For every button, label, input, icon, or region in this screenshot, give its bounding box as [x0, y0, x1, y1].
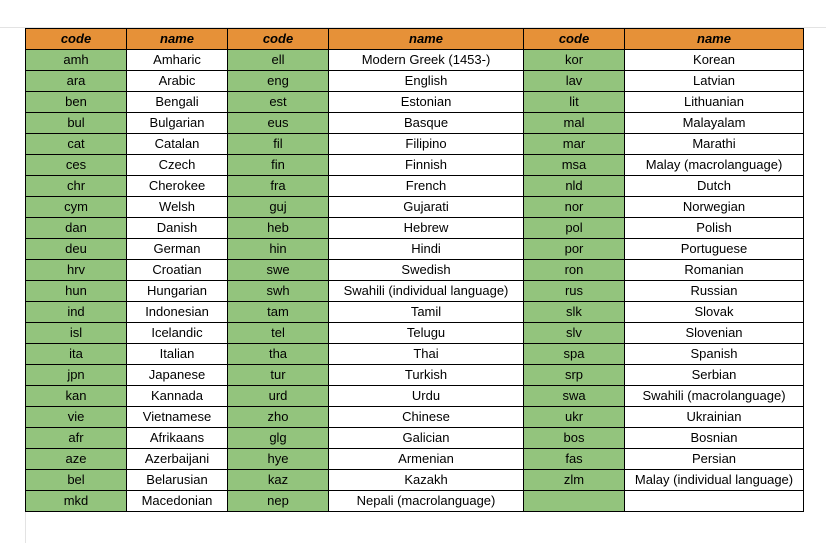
- code-cell[interactable]: msa: [524, 155, 625, 176]
- name-cell[interactable]: Swahili (macrolanguage): [625, 386, 804, 407]
- table-row: [26, 92, 804, 113]
- name-cell[interactable]: Malayalam: [625, 113, 804, 134]
- header-name-2[interactable]: name: [329, 29, 524, 50]
- code-cell[interactable]: pol: [524, 218, 625, 239]
- code-cell[interactable]: zlm: [524, 470, 625, 491]
- name-cell[interactable]: [625, 491, 804, 512]
- name-cell[interactable]: Slovenian: [625, 323, 804, 344]
- name-cell[interactable]: Bengali: [127, 92, 228, 113]
- name-cell[interactable]: Kannada: [127, 386, 228, 407]
- table-row: [26, 281, 804, 302]
- name-cell[interactable]: Persian: [625, 449, 804, 470]
- name-cell[interactable]: French: [329, 176, 524, 197]
- code-cell[interactable]: ara: [26, 71, 127, 92]
- name-cell[interactable]: Afrikaans: [127, 428, 228, 449]
- code-cell[interactable]: slv: [524, 323, 625, 344]
- code-cell[interactable]: nor: [524, 197, 625, 218]
- code-cell[interactable]: kan: [26, 386, 127, 407]
- name-cell[interactable]: Nepali (macrolanguage): [329, 491, 524, 512]
- code-cell[interactable]: swh: [228, 281, 329, 302]
- table-row: [26, 323, 804, 344]
- name-cell[interactable]: Catalan: [127, 134, 228, 155]
- code-cell[interactable]: bel: [26, 470, 127, 491]
- name-cell[interactable]: Gujarati: [329, 197, 524, 218]
- code-cell[interactable]: amh: [26, 50, 127, 71]
- code-cell[interactable]: hin: [228, 239, 329, 260]
- name-cell[interactable]: English: [329, 71, 524, 92]
- code-cell[interactable]: mal: [524, 113, 625, 134]
- code-cell[interactable]: vie: [26, 407, 127, 428]
- header-code-3[interactable]: code: [524, 29, 625, 50]
- name-cell[interactable]: Azerbaijani: [127, 449, 228, 470]
- header-name-3[interactable]: name: [625, 29, 804, 50]
- code-cell[interactable]: fin: [228, 155, 329, 176]
- name-cell[interactable]: Spanish: [625, 344, 804, 365]
- name-cell[interactable]: Amharic: [127, 50, 228, 71]
- table-row: [26, 428, 804, 449]
- name-cell[interactable]: Ukrainian: [625, 407, 804, 428]
- name-cell[interactable]: Swedish: [329, 260, 524, 281]
- table-row: [26, 365, 804, 386]
- code-cell[interactable]: tel: [228, 323, 329, 344]
- code-cell[interactable]: hrv: [26, 260, 127, 281]
- name-cell[interactable]: Welsh: [127, 197, 228, 218]
- name-cell[interactable]: Galician: [329, 428, 524, 449]
- table-row: [26, 491, 804, 512]
- name-cell[interactable]: Serbian: [625, 365, 804, 386]
- code-cell[interactable]: hye: [228, 449, 329, 470]
- name-cell[interactable]: German: [127, 239, 228, 260]
- name-cell[interactable]: Norwegian: [625, 197, 804, 218]
- code-cell[interactable]: fil: [228, 134, 329, 155]
- code-cell[interactable]: ukr: [524, 407, 625, 428]
- name-cell[interactable]: Thai: [329, 344, 524, 365]
- name-cell[interactable]: Polish: [625, 218, 804, 239]
- code-cell[interactable]: afr: [26, 428, 127, 449]
- table-row: [26, 344, 804, 365]
- language-code-table: [25, 28, 804, 512]
- code-cell[interactable]: swa: [524, 386, 625, 407]
- name-cell[interactable]: Malay (macrolanguage): [625, 155, 804, 176]
- name-cell[interactable]: Basque: [329, 113, 524, 134]
- table-row: [26, 302, 804, 323]
- code-cell[interactable]: tur: [228, 365, 329, 386]
- name-cell[interactable]: Finnish: [329, 155, 524, 176]
- code-cell[interactable]: spa: [524, 344, 625, 365]
- header-code-2[interactable]: code: [228, 29, 329, 50]
- code-cell[interactable]: tha: [228, 344, 329, 365]
- code-cell[interactable]: por: [524, 239, 625, 260]
- name-cell[interactable]: Swahili (individual language): [329, 281, 524, 302]
- code-cell[interactable]: eng: [228, 71, 329, 92]
- code-cell[interactable]: [524, 491, 625, 512]
- name-cell[interactable]: Estonian: [329, 92, 524, 113]
- code-cell[interactable]: slk: [524, 302, 625, 323]
- name-cell[interactable]: Hindi: [329, 239, 524, 260]
- name-cell[interactable]: Filipino: [329, 134, 524, 155]
- name-cell[interactable]: Tamil: [329, 302, 524, 323]
- name-cell[interactable]: Kazakh: [329, 470, 524, 491]
- code-cell[interactable]: jpn: [26, 365, 127, 386]
- code-cell[interactable]: hun: [26, 281, 127, 302]
- code-cell[interactable]: lit: [524, 92, 625, 113]
- name-cell[interactable]: Malay (individual language): [625, 470, 804, 491]
- header-row: [26, 29, 804, 50]
- name-cell[interactable]: Armenian: [329, 449, 524, 470]
- code-cell[interactable]: mar: [524, 134, 625, 155]
- name-cell[interactable]: Bosnian: [625, 428, 804, 449]
- code-cell[interactable]: tam: [228, 302, 329, 323]
- name-cell[interactable]: Urdu: [329, 386, 524, 407]
- code-cell[interactable]: rus: [524, 281, 625, 302]
- table-row: [26, 176, 804, 197]
- table-row: [26, 113, 804, 134]
- code-cell[interactable]: ben: [26, 92, 127, 113]
- name-cell[interactable]: Arabic: [127, 71, 228, 92]
- code-cell[interactable]: cym: [26, 197, 127, 218]
- name-cell[interactable]: Danish: [127, 218, 228, 239]
- table-row: [26, 470, 804, 491]
- code-cell[interactable]: deu: [26, 239, 127, 260]
- name-cell[interactable]: Romanian: [625, 260, 804, 281]
- name-cell[interactable]: Modern Greek (1453-): [329, 50, 524, 71]
- top-gridline: [0, 0, 826, 28]
- name-cell[interactable]: Hungarian: [127, 281, 228, 302]
- code-cell[interactable]: srp: [524, 365, 625, 386]
- code-cell[interactable]: ind: [26, 302, 127, 323]
- name-cell[interactable]: Latvian: [625, 71, 804, 92]
- table-row: [26, 260, 804, 281]
- code-cell[interactable]: glg: [228, 428, 329, 449]
- table-row: [26, 197, 804, 218]
- code-cell[interactable]: ron: [524, 260, 625, 281]
- name-cell[interactable]: Indonesian: [127, 302, 228, 323]
- code-cell[interactable]: aze: [26, 449, 127, 470]
- code-cell[interactable]: kor: [524, 50, 625, 71]
- name-cell[interactable]: Macedonian: [127, 491, 228, 512]
- code-cell[interactable]: fas: [524, 449, 625, 470]
- name-cell[interactable]: Italian: [127, 344, 228, 365]
- name-cell[interactable]: Belarusian: [127, 470, 228, 491]
- code-cell[interactable]: eus: [228, 113, 329, 134]
- table-body: [26, 50, 804, 512]
- code-cell[interactable]: ell: [228, 50, 329, 71]
- code-cell[interactable]: cat: [26, 134, 127, 155]
- code-cell[interactable]: urd: [228, 386, 329, 407]
- name-cell[interactable]: Dutch: [625, 176, 804, 197]
- code-cell[interactable]: ita: [26, 344, 127, 365]
- code-cell[interactable]: zho: [228, 407, 329, 428]
- name-cell[interactable]: Marathi: [625, 134, 804, 155]
- name-cell[interactable]: Hebrew: [329, 218, 524, 239]
- table-header: [26, 29, 804, 50]
- name-cell[interactable]: Croatian: [127, 260, 228, 281]
- name-cell[interactable]: Slovak: [625, 302, 804, 323]
- name-cell[interactable]: Vietnamese: [127, 407, 228, 428]
- table-row: [26, 449, 804, 470]
- name-cell[interactable]: Cherokee: [127, 176, 228, 197]
- name-cell[interactable]: Chinese: [329, 407, 524, 428]
- name-cell[interactable]: Lithuanian: [625, 92, 804, 113]
- header-name-1[interactable]: name: [127, 29, 228, 50]
- name-cell[interactable]: Turkish: [329, 365, 524, 386]
- name-cell[interactable]: Icelandic: [127, 323, 228, 344]
- name-cell[interactable]: Japanese: [127, 365, 228, 386]
- name-cell[interactable]: Russian: [625, 281, 804, 302]
- code-cell[interactable]: mkd: [26, 491, 127, 512]
- code-cell[interactable]: nld: [524, 176, 625, 197]
- header-code-1[interactable]: code: [26, 29, 127, 50]
- code-cell[interactable]: swe: [228, 260, 329, 281]
- name-cell[interactable]: Telugu: [329, 323, 524, 344]
- code-cell[interactable]: kaz: [228, 470, 329, 491]
- name-cell[interactable]: Czech: [127, 155, 228, 176]
- name-cell[interactable]: Portuguese: [625, 239, 804, 260]
- code-cell[interactable]: guj: [228, 197, 329, 218]
- table-row: [26, 239, 804, 260]
- name-cell[interactable]: Korean: [625, 50, 804, 71]
- code-cell[interactable]: heb: [228, 218, 329, 239]
- table-row: [26, 407, 804, 428]
- code-cell[interactable]: bos: [524, 428, 625, 449]
- code-cell[interactable]: est: [228, 92, 329, 113]
- left-gridline: [25, 512, 26, 543]
- table-row: [26, 134, 804, 155]
- code-cell[interactable]: lav: [524, 71, 625, 92]
- code-cell[interactable]: dan: [26, 218, 127, 239]
- code-cell[interactable]: chr: [26, 176, 127, 197]
- table-row: [26, 218, 804, 239]
- code-cell[interactable]: nep: [228, 491, 329, 512]
- code-cell[interactable]: bul: [26, 113, 127, 134]
- code-cell[interactable]: isl: [26, 323, 127, 344]
- table-row: [26, 386, 804, 407]
- code-cell[interactable]: fra: [228, 176, 329, 197]
- name-cell[interactable]: Bulgarian: [127, 113, 228, 134]
- table-row: [26, 50, 804, 71]
- table-row: [26, 71, 804, 92]
- code-cell[interactable]: ces: [26, 155, 127, 176]
- table-row: [26, 155, 804, 176]
